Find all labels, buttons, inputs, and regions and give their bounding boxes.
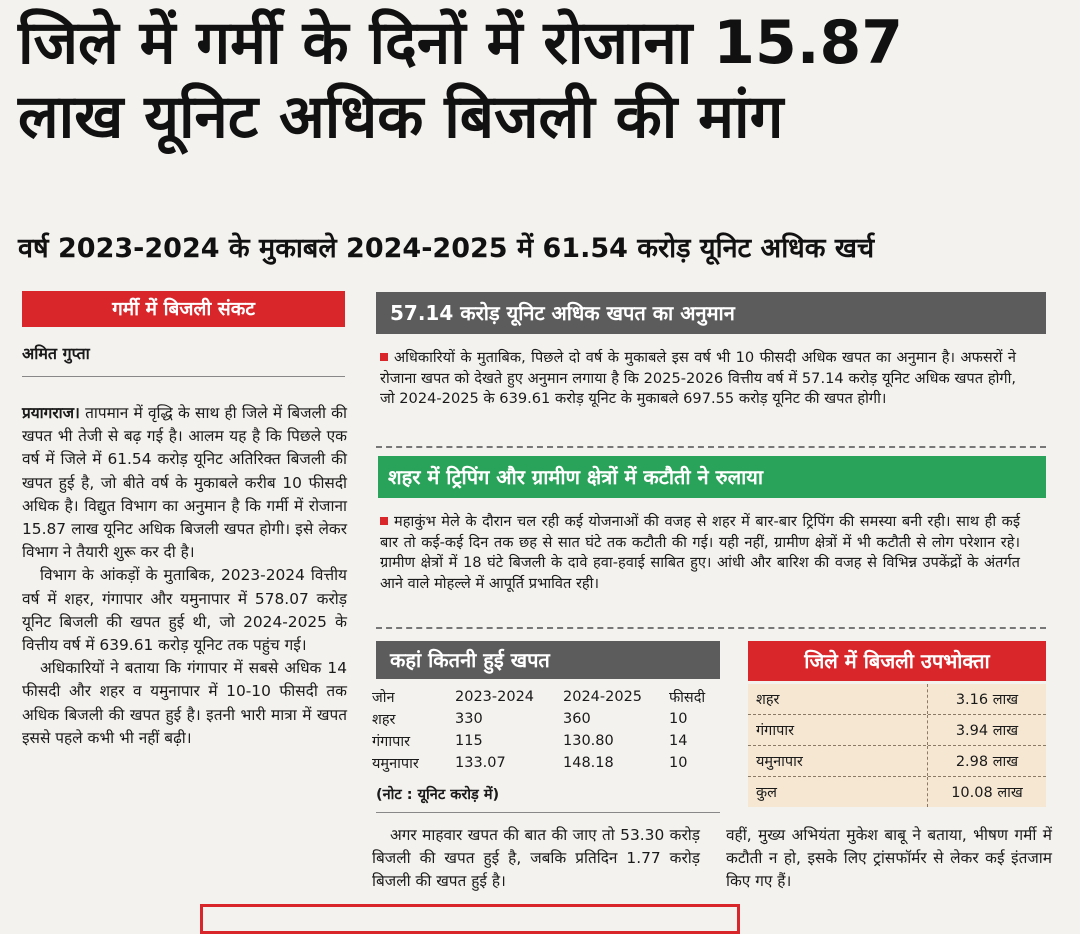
table-cell: 115 <box>455 733 483 749</box>
table-cell: यमुनापार <box>372 756 419 772</box>
table-divider <box>376 812 720 813</box>
bullet-icon <box>380 353 388 361</box>
table-cell: 330 <box>455 711 483 727</box>
section1-body: अधिकारियों के मुताबिक, पिछले दो वर्ष के मुकाबले इस वर्ष भी 10 फीसदी अधिक खपत का अनुमान है। अफसरों ने रोजाना खपत को देखते हुए अनुमान लगाया है कि 2025-2026 वित्तीय वर्ष में 57.14 करोड़ यूनिट अधिक खपत होगी, जो 2024-2025 के 639.61 करोड़ यूनिट के मुकाबले 697.55 करोड़ यूनिट की खपत होगी। <box>380 349 1016 407</box>
table-cell: 10.08 लाख <box>951 785 1023 801</box>
table-header: 2023-2024 <box>455 689 535 705</box>
bullet-icon <box>380 517 388 525</box>
headline-line-2: लाख यूनिट अधिक बिजली की मांग <box>18 82 784 152</box>
consumption-table <box>372 686 719 774</box>
table-cell: यमुनापार <box>748 746 928 776</box>
section2-body: महाकुंभ मेले के दौरान चल रही कई योजनाओं की वजह से शहर में बार-बार ट्रिपिंग की समस्या बनी रही। साथ ही कई बार तो कई-कई दिन तक छह से सात घंटे तक कटौती की गई। यही नहीं, ग्रामीण क्षेत्रों में भी कटौती से लोग परेशान रहे। ग्रामीण क्षेत्रों में 18 घंटे बिजली के दावे हवा-हवाई साबित हुए। आंधी और बारिश की वजह से विभिन्न उपकेंद्रों के अंतर्गत आने वाले मोहल्ले में आपूर्ति प्रभावित रही। <box>380 513 1020 592</box>
section-divider <box>376 446 1046 448</box>
byline: अमित गुप्ता <box>22 344 90 363</box>
section-divider <box>376 627 1046 629</box>
subheadline: वर्ष 2023-2024 के मुकाबले 2024-2025 में 61.54 करोड़ यूनिट अधिक खर्च <box>18 233 875 264</box>
table-cell: गंगापार <box>372 734 411 750</box>
table-header: फीसदी <box>669 690 706 706</box>
table-row <box>372 708 719 730</box>
table-cell: 3.94 लाख <box>955 723 1019 739</box>
table-header-row <box>372 686 719 708</box>
consumption-title: कहां कितनी हुई खपत <box>376 641 720 679</box>
consumers-table <box>748 684 1046 807</box>
table-cell: 10 <box>669 755 688 771</box>
table-row <box>748 746 1046 777</box>
table-cell: 130.80 <box>563 733 614 749</box>
table-row <box>372 730 719 752</box>
dateline: प्रयागराज। <box>22 404 80 422</box>
article-paragraph: विभाग के आंकड़ों के मुताबिक, 2023-2024 वित्तीय वर्ष में शहर, गंगापार और यमुनापार में 578.07 करोड़ यूनिट बिजली की खपत हुई थी, जो 2024-2025 के वित्तीय वर्ष में 639.61 करोड़ यूनिट तक पहुंच गई। <box>22 566 347 655</box>
byline-divider <box>22 376 345 377</box>
table-header: 2024-2025 <box>563 689 643 705</box>
table-cell: 360 <box>563 711 591 727</box>
article-paragraph: अधिकारियों ने बताया कि गंगापार में सबसे अधिक 14 फीसदी और शहर व यमुनापार में 10-10 फीसदी तक अधिक बिजली की खपत हुई है। इतनी भारी मात्रा में खपत इससे पहले कभी भी नहीं बढ़ी। <box>22 659 347 747</box>
headline <box>18 6 1068 154</box>
section1-title: 57.14 करोड़ यूनिट अधिक खपत का अनुमान <box>376 292 1046 334</box>
consumers-body: वहीं, मुख्य अभियंता मुकेश बाबू ने बताया, भीषण गर्मी में कटौती न हो, इसके लिए ट्रांसफॉर्मर से लेकर कई इंतजाम किए गए हैं। <box>726 826 1052 891</box>
table-row <box>372 752 719 774</box>
consumers-title: जिले में बिजली उपभोक्ता <box>748 641 1046 681</box>
consumption-body: अगर माहवार खपत की बात की जाए तो 53.30 करोड़ बिजली की खपत हुई है, जबकि प्रतिदिन 1.77 करोड़ बिजली की खपत हुई है। <box>372 826 700 891</box>
table-cell: 10 <box>669 711 688 727</box>
left-article-body <box>22 402 347 750</box>
table-cell: शहर <box>372 712 396 728</box>
table-row <box>748 684 1046 715</box>
unit-note: (नोट : यूनिट करोड़ में) <box>376 787 500 803</box>
table-cell: कुल <box>748 777 928 807</box>
table-header: जोन <box>372 690 395 706</box>
table-cell: 133.07 <box>455 755 506 771</box>
table-cell: 2.98 लाख <box>955 754 1019 770</box>
section2-title: शहर में ट्रिपिंग और ग्रामीण क्षेत्रों में कटौती ने रुलाया <box>378 456 1046 498</box>
table-cell: 148.18 <box>563 755 614 771</box>
headline-line-1: जिले में गर्मी के दिनों में रोजाना 15.87 <box>18 8 904 78</box>
next-article-frame <box>200 904 740 934</box>
table-row <box>748 777 1046 807</box>
left-section-label: गर्मी में बिजली संकट <box>22 291 345 327</box>
table-cell: शहर <box>748 684 928 714</box>
table-row <box>748 715 1046 746</box>
article-paragraph: प्रयागराज। तापमान में वृद्धि के साथ ही जिले में बिजली की खपत भी तेजी से बढ़ गई है। आलम यह है कि पिछले एक वर्ष में जिले में 61.54 करोड़ यूनिट अतिरिक्त बिजली की खपत हुई है, जो बीते वर्ष के मुकाबले करीब 10 फीसदी अधिक है। विद्युत विभाग का अनुमान है कि गर्मी में रोजाना 15.87 लाख यूनिट अधिक बिजली खपत होगी। इसे लेकर विभाग ने तैयारी शुरू कर दी है। <box>22 404 347 562</box>
table-cell: 3.16 लाख <box>955 692 1019 708</box>
table-cell: गंगापार <box>748 715 928 745</box>
table-cell: 14 <box>669 733 688 749</box>
